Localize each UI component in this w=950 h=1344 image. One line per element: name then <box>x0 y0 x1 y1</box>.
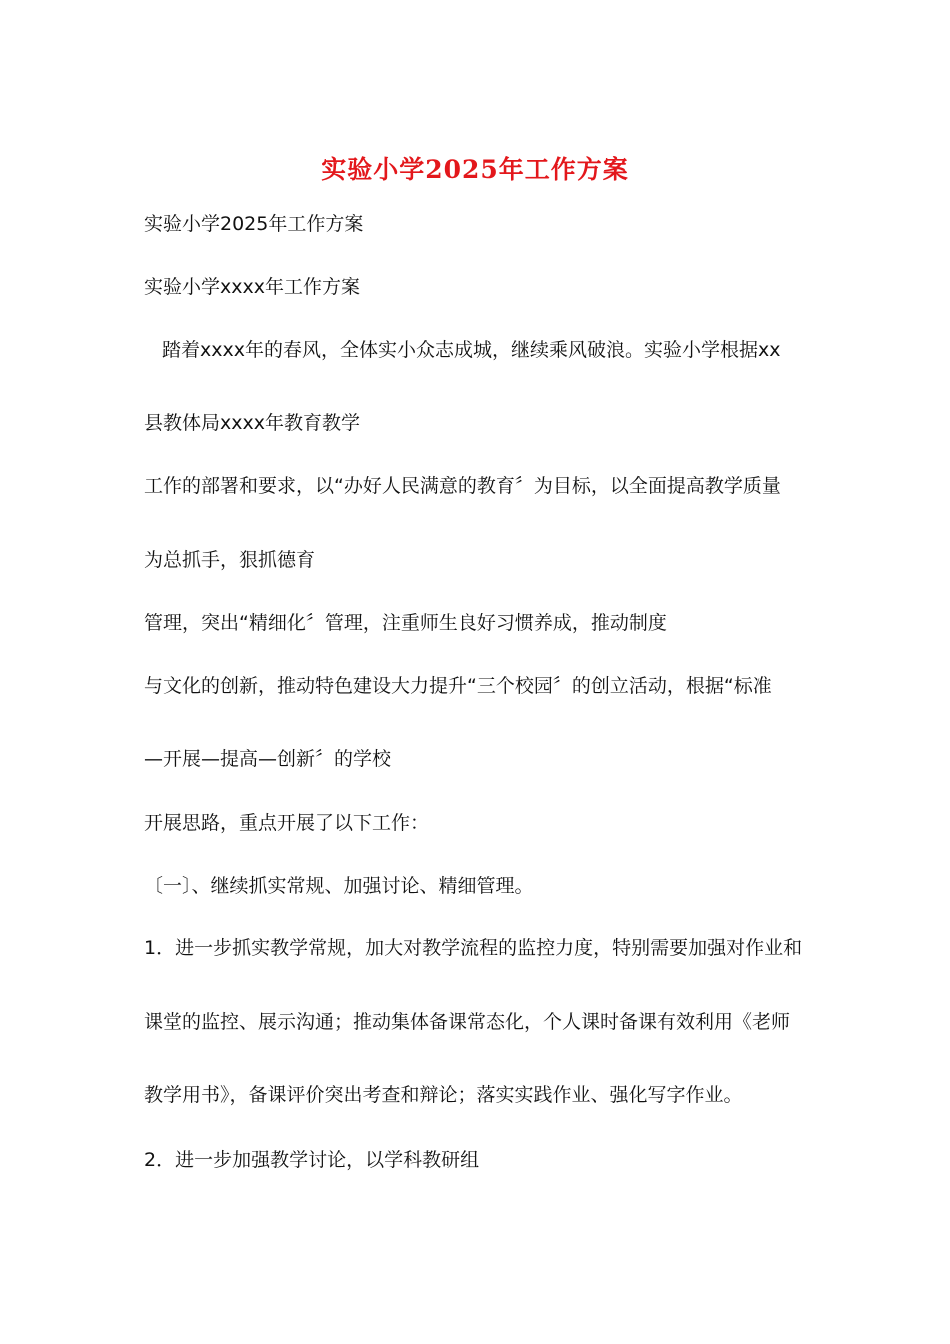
text-line: 县教体局xxxx年教育教学 <box>144 412 360 434</box>
text-line: 管理，突出“精细化〞管理，注重师生良好习惯养成，推动制度 <box>144 612 667 634</box>
text-line: 工作的部署和要求，以“办好人民满意的教育〞为目标，以全面提高教学质量 <box>144 475 781 497</box>
section-heading: 〔一〕、继续抓实常规、加强讨论、精细管理。 <box>144 875 534 897</box>
text-line: 实验小学2025年工作方案 <box>144 213 364 235</box>
text-line: 与文化的创新，推动特色建设大力提升“三个校园〞的创立活动，根据“标准 <box>144 675 772 697</box>
text-line: 为总抓手，狠抓德育 <box>144 549 316 571</box>
text-line: —开展—提高—创新〞的学校 <box>144 748 392 770</box>
text-line: 实验小学xxxx年工作方案 <box>144 276 360 298</box>
text-line: 教学用书》，备课评价突出考查和辩论；落实实践作业、强化写字作业。 <box>144 1084 743 1106</box>
document-title: 实验小学2025年工作方案 <box>321 155 629 184</box>
text-line: 课堂的监控、展示沟通；推动集体备课常态化，个人课时备课有效利用《老师 <box>144 1011 791 1033</box>
text-line: 2．进一步加强教学讨论，以学科教研组 <box>144 1149 480 1171</box>
text-line: 踏着xxxx年的春风，全体实小众志成城，继续乘风破浪。实验小学根据xx <box>162 339 781 361</box>
text-line: 开展思路，重点开展了以下工作： <box>144 812 430 834</box>
text-line: 1．进一步抓实教学常规，加大对教学流程的监控力度，特别需要加强对作业和 <box>144 937 803 959</box>
